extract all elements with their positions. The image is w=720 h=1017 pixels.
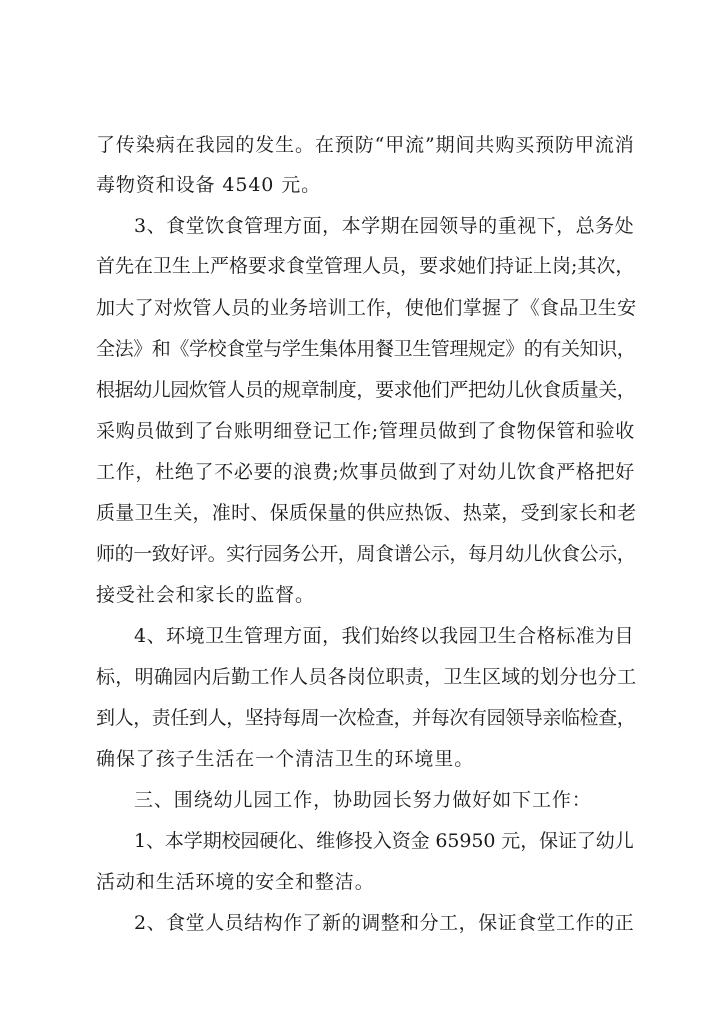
text-line: 标，明确园内后勤工作人员各岗位职责，卫生区域的划分也分工 [96,666,637,688]
text-line: 活动和生活环境的安全和整洁。 [96,871,375,893]
text-line: 师的一致好评。实行园务公开，周食谱公示，每月幼儿伙食公示， [96,543,636,565]
text-line: 了传染病在我园的发生。在预防“甲流”期间共购买预防甲流消 [96,134,635,156]
text-line: 采购员做到了台账明细登记工作;管理员做到了食物保管和验收 [96,420,636,442]
paragraph-start-line: 3、食堂饮食管理方面，本学期在园领导的重视下，总务处 [134,215,635,237]
text-line: 质量卫生关，准时、保质保量的供应热饭、热菜，受到家长和老 [96,502,637,524]
text-line: 确保了孩子生活在一个清洁卫生的环境里。 [96,748,475,770]
text-line: 首先在卫生上严格要求食堂管理人员，要求她们持证上岗;其次， [96,255,635,277]
text-line: 全法》和《学校食堂与学生集体用餐卫生管理规定》的有关知识， [96,338,636,360]
text-line: 毒物资和设备 4540 元。 [96,174,322,196]
paragraph-start-line: 1、本学期校园硬化、维修投入资金 65950 元，保证了幼儿 [134,830,634,852]
text-line: 到人，责任到人，坚持每周一次检查，并每次有园领导亲临检查， [96,707,636,729]
text-line: 加大了对炊管人员的业务培训工作，使他们掌握了《食品卫生安 [96,297,637,319]
text-line: 根据幼儿园炊管人员的规章制度，要求他们严把幼儿伙食质量关， [96,379,636,401]
paragraph-start-line: 2、食堂人员结构作了新的调整和分工，保证食堂工作的正 [134,912,635,934]
text-line: 工作，杜绝了不必要的浪费;炊事员做到了对幼儿饮食严格把好 [96,461,636,483]
text-line: 接受社会和家长的监督。 [96,584,315,606]
section-heading: 三、围绕幼儿园工作，协助园长努力做好如下工作： [134,789,592,811]
paragraph-start-line: 4、环境卫生管理方面，我们始终以我园卫生合格标准为目 [134,625,635,647]
